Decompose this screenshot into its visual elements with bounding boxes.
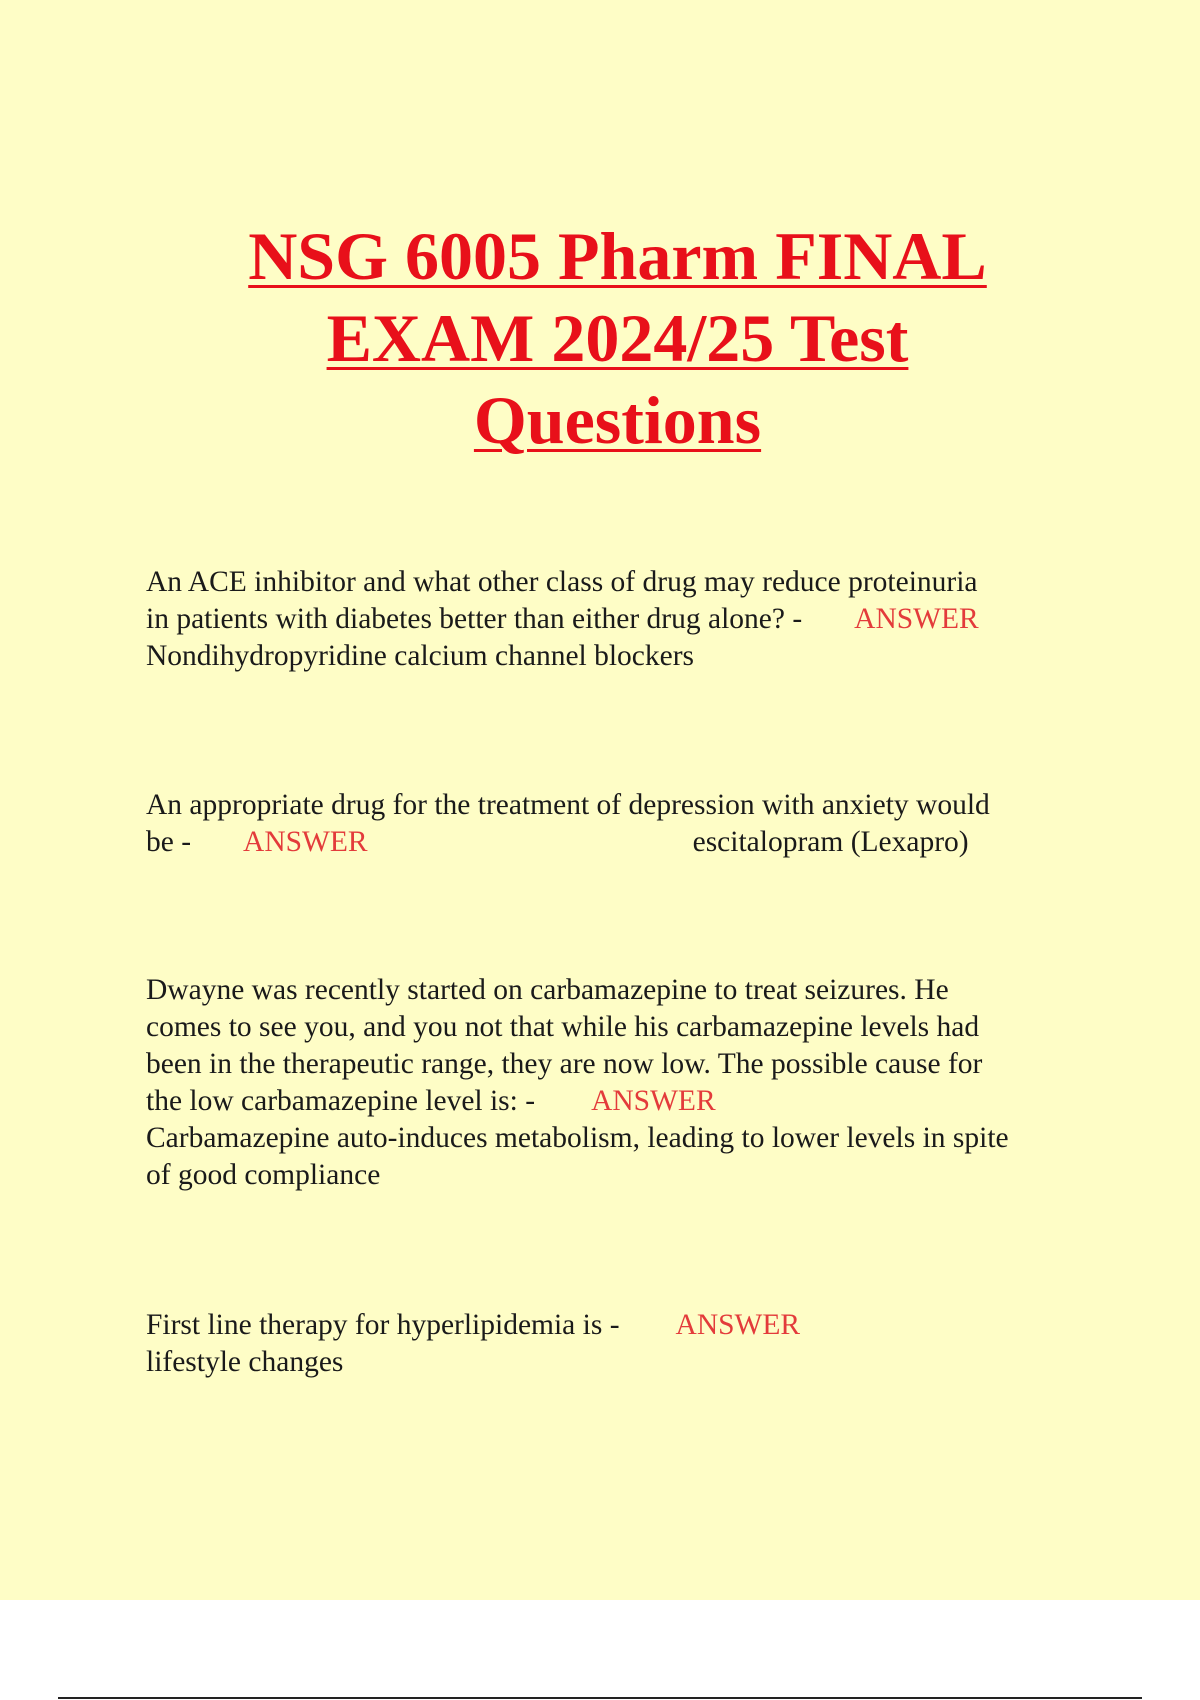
document-title <box>0 215 1200 461</box>
answer-3-line-1: Carbamazepine auto-induces metabolism, leading to lower levels in spite <box>146 1122 1009 1154</box>
title-line-2: EXAM 2024/25 Test <box>326 300 909 376</box>
question-block-4 <box>146 1307 1096 1381</box>
question-4-text-1: First line therapy for hyperlipidemia is - <box>146 1309 620 1341</box>
answer-3-line-2: of good compliance <box>146 1159 381 1191</box>
answer-label: ANSWER <box>243 826 368 858</box>
answer-2: escitalopram (Lexapro) <box>692 826 969 858</box>
answer-label: ANSWER <box>854 603 979 635</box>
title-line-1: NSG 6005 Pharm FINAL <box>248 218 987 294</box>
question-3-line-1: Dwayne was recently started on carbamazepine to treat seizures. He <box>146 974 949 1006</box>
question-block-1 <box>146 564 1096 675</box>
question-2-line-1: An appropriate drug for the treatment of depression with anxiety would <box>146 789 990 821</box>
answer-4: lifestyle changes <box>146 1346 344 1378</box>
question-3-text-4: the low carbamazepine level is: - <box>146 1085 536 1117</box>
question-2-line-2 <box>146 824 1096 861</box>
answer-label: ANSWER <box>675 1309 801 1341</box>
question-3-line-2: comes to see you, and you not that while his carbamazepine levels had <box>146 1011 980 1043</box>
question-3-line-4 <box>146 1083 1096 1120</box>
question-1-line-1: An ACE inhibitor and what other class of drug may reduce proteinuria <box>146 566 978 598</box>
question-3-line-3: been in the therapeutic range, they are now low. The possible cause for <box>146 1048 983 1080</box>
question-2-text-2: be - <box>146 826 192 858</box>
answer-label: ANSWER <box>591 1085 716 1117</box>
question-1-text-2: in patients with diabetes better than either drug alone? - <box>146 603 803 635</box>
answer-1: Nondihydropyridine calcium channel blockers <box>146 640 695 672</box>
question-4-line-1 <box>146 1307 1096 1344</box>
footer-rule <box>58 1697 1142 1699</box>
question-1-line-2 <box>146 601 1096 638</box>
question-block-3 <box>146 972 1096 1194</box>
question-block-2 <box>146 787 1096 861</box>
title-line-3: Questions <box>473 382 762 458</box>
